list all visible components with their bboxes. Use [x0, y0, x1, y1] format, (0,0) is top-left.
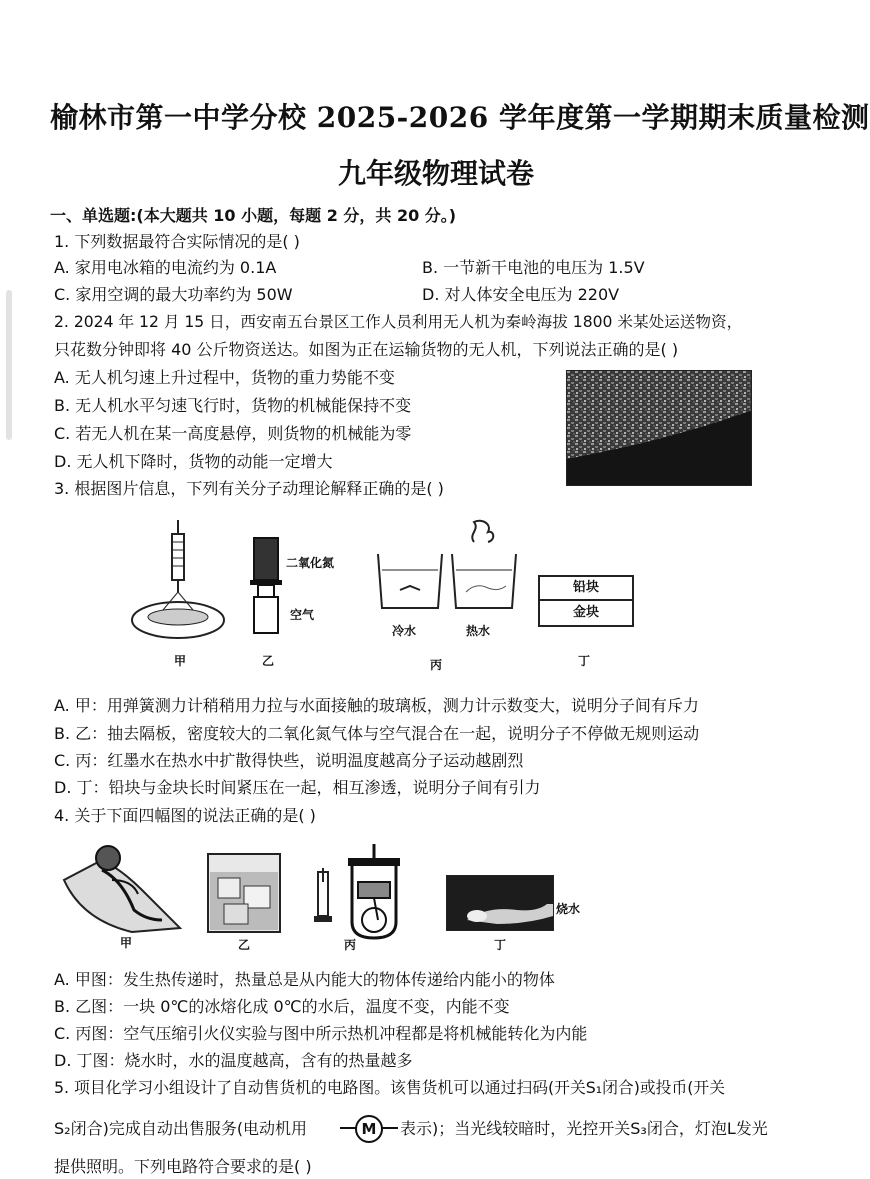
q4-figure-ding — [446, 875, 554, 931]
q4-label-yi: 乙 — [238, 938, 251, 952]
q1-stem: 1. 下列数据最符合实际情况的是( ) — [54, 232, 300, 251]
q4-figure-yi — [204, 852, 284, 934]
q3-label-hot: 热水 — [466, 624, 491, 638]
q4-option-d: D. 丁图：烧水时，水的温度越高，含有的热量越多 — [54, 1051, 413, 1070]
q4-label-boil: 烧水 — [556, 902, 581, 916]
q1-option-b: B. 一节新干电池的电压为 1.5V — [422, 258, 645, 277]
exam-subtitle: 九年级物理试卷 — [338, 157, 535, 190]
q2-option-d: D. 无人机下降时，货物的动能一定增大 — [54, 452, 333, 471]
q4-stem: 4. 关于下面四幅图的说法正确的是( ) — [54, 806, 316, 825]
q3-label-bing: 丙 — [430, 658, 443, 672]
q4-option-c: C. 丙图：空气压缩引火仪实验与图中所示热机冲程都是将机械能转化为内能 — [54, 1024, 588, 1043]
q5-stem-line2b: 表示)；当光线较暗时，光控开关S₃闭合，灯泡L发光 — [400, 1119, 768, 1138]
q4-figure-jia — [62, 840, 182, 935]
gold-block: 金块 — [572, 605, 599, 620]
q3-label-jia: 甲 — [174, 654, 187, 668]
motor-symbol — [340, 1114, 398, 1142]
q3-option-c: C. 丙：红墨水在热水中扩散得快些，说明温度越高分子运动越剧烈 — [54, 751, 524, 770]
q1-option-a: A. 家用电冰箱的电流约为 0.1A — [54, 258, 277, 277]
q4-option-a: A. 甲图：发生热传递时，热量总是从内能大的物体传递给内能小的物体 — [54, 970, 555, 989]
q1-option-d: D. 对人体安全电压为 220V — [422, 285, 620, 304]
q4-figure-bing — [312, 842, 422, 942]
q4-option-b: B. 乙图：一块 0℃的冰熔化成 0℃的水后，温度不变，内能不变 — [54, 997, 510, 1016]
q3-figure-jia — [130, 520, 230, 650]
q4-label-bing: 丙 — [344, 938, 357, 952]
q2-stem-line1: 2. 2024 年 12 月 15 日，西安南五台景区工作人员利用无人机为秦岭海拔 1800 米某处运送物资， — [54, 313, 743, 331]
section-heading: 一、单选题:(本大题共 10 小题，每题 2 分，共 20 分。) — [50, 206, 457, 225]
q3-figure-yi — [246, 536, 286, 636]
motor-label: M — [355, 1115, 383, 1143]
q3-label-ding: 丁 — [578, 654, 591, 668]
q4-label-ding: 丁 — [494, 938, 507, 952]
q3-label-yi: 乙 — [262, 654, 275, 668]
q3-option-d: D. 丁：铅块与金块长时间紧压在一起，相互渗透，说明分子间有引力 — [54, 778, 541, 797]
q3-label-no2: 二氧化氮 — [286, 556, 335, 570]
q3-stem: 3. 根据图片信息，下列有关分子动理论解释正确的是( ) — [54, 479, 444, 498]
q3-label-cold: 冷水 — [392, 624, 417, 638]
drone-photo — [566, 370, 752, 486]
q3-label-air: 空气 — [290, 608, 315, 622]
q4-label-jia: 甲 — [120, 936, 133, 950]
q5-stem-line1: 5. 项目化学习小组设计了自动售货机的电路图。该售货机可以通过扫码(开关S₁闭合)或投币(开关 — [54, 1078, 726, 1097]
page-scrollbar[interactable] — [6, 290, 12, 440]
q3-figure-bing — [374, 512, 524, 612]
q2-option-b: B. 无人机水平匀速飞行时，货物的机械能保持不变 — [54, 396, 412, 415]
lead-block: 铅块 — [540, 577, 632, 601]
q3-option-b: B. 乙：抽去隔板，密度较大的二氧化氮气体与空气混合在一起，说明分子不停做无规则运动 — [54, 724, 700, 743]
q3-option-a: A. 甲：用弹簧测力计稍稍用力拉与水面接触的玻璃板，测力计示数变大，说明分子间有斥力 — [54, 696, 699, 715]
q5-stem-line3: 提供照明。下列电路符合要求的是( ) — [54, 1157, 312, 1176]
q5-stem-line2a: S₂闭合)完成自动出售服务(电动机用 — [54, 1119, 308, 1138]
q2-stem-line2: 只花数分钟即将 40 公斤物资送达。如图为正在运输货物的无人机，下列说法正确的是( ) — [54, 340, 679, 359]
q1-option-c: C. 家用空调的最大功率约为 50W — [54, 285, 293, 304]
exam-title: 榆林市第一中学分校 2025-2026 学年度第一学期期末质量检测 — [50, 101, 870, 134]
q2-option-a: A. 无人机匀速上升过程中，货物的重力势能不变 — [54, 368, 395, 387]
q3-figure-ding — [538, 575, 634, 627]
q2-option-c: C. 若无人机在某一高度悬停，则货物的机械能为零 — [54, 424, 412, 443]
